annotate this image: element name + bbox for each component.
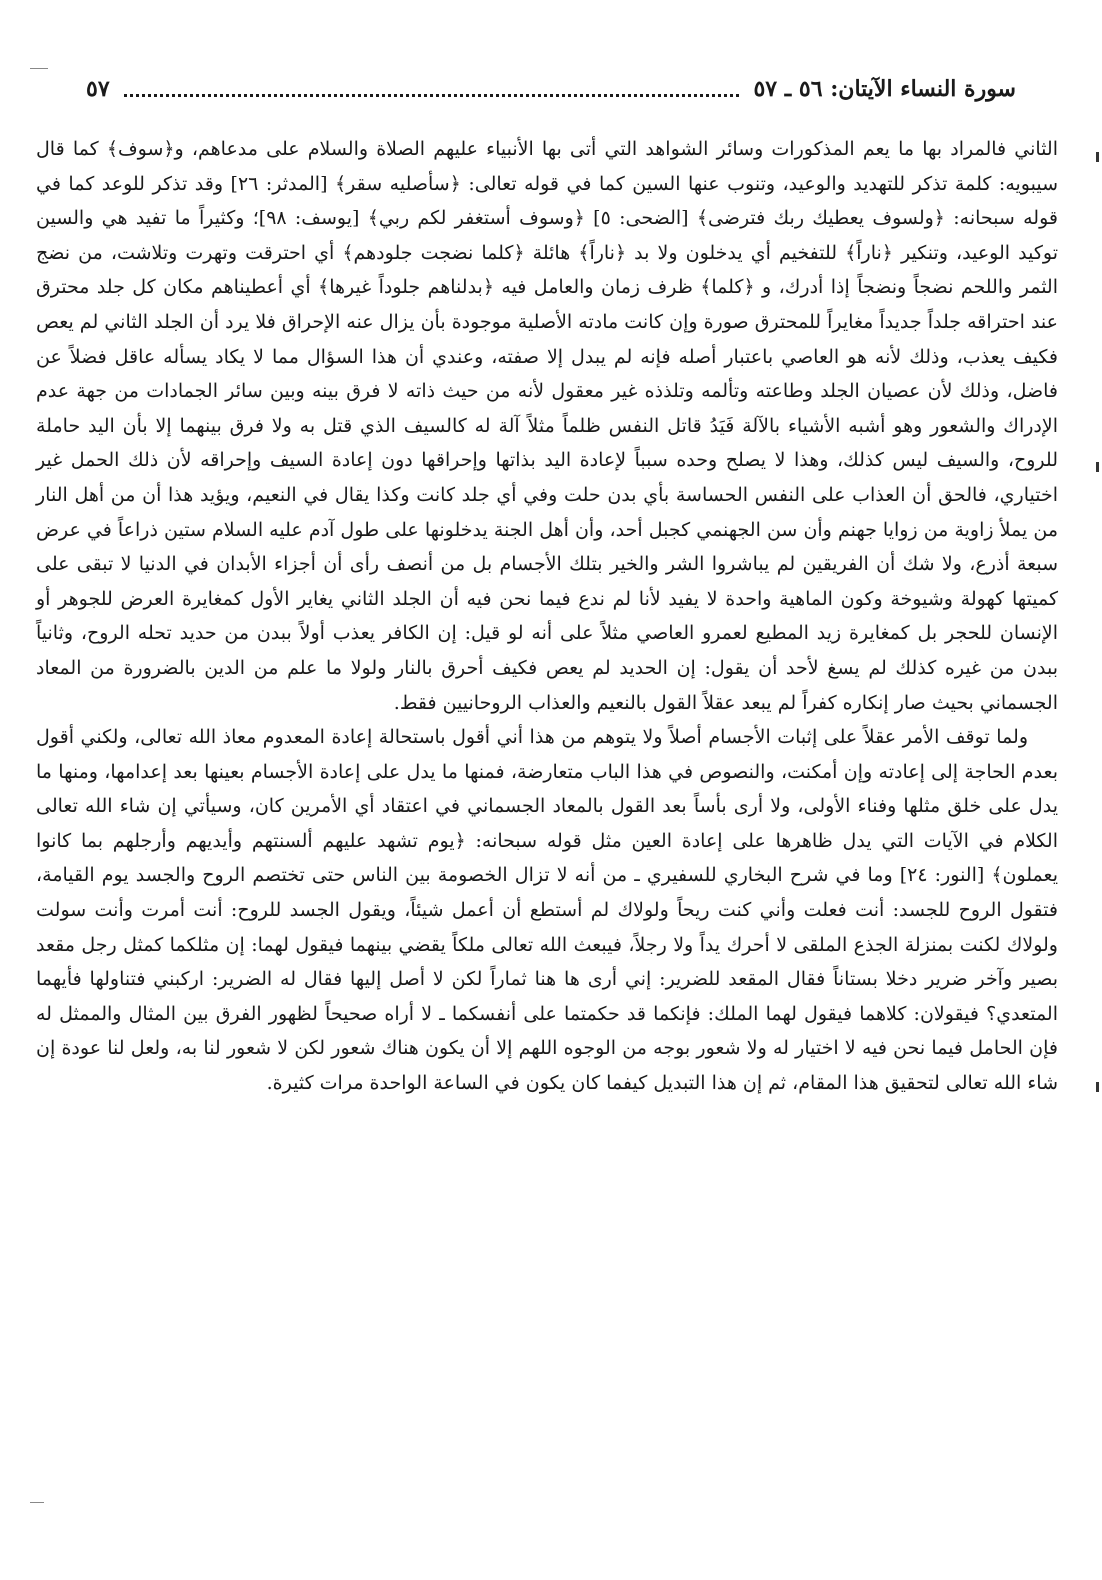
margin-mark-top [1096, 152, 1099, 162]
header-dot-leader [124, 94, 740, 97]
paragraph-2: ولما توقف الأمر عقلاً على إثبات الأجسام أصلاً ولا يتوهم من هذا أني أقول باستحالة إعادة المعدوم معاذ الله تعالى، ولكني أقول بعدم الحاجة إلى إعادته وإن أمكنت، والنصوص في هذا الباب متعارضة، فمنها ما يدل على إعادة الأجسام بعينها بعد إعدامها، ومنها ما يدل على خلق مثلها وفناء الأولى، ولا أرى بأساً بعد القول بالمعاد الجسماني في اعتقاد أي الأمرين كان، وسيأتي إن شاء الله تعالى الكلام في الآيات التي يدل ظاهرها على إعادة العين مثل قوله سبحانه: ﴿يوم تشهد عليهم ألسنتهم وأيديهم وأرجلهم بما كانوا يعملون﴾ [النور: ٢٤] وما في شرح البخاري للسفيري ـ من أنه لا تزال الخصومة بين الناس حتى تختصم الروح والجسد يوم القيامة، فتقول الروح للجسد: أنت فعلت وأني كنت ريحاً ولولاك لم أستطع أن أعمل شيئاً، ويقول الجسد للروح: أنت أمرت وأنت سولت ولولاك لكنت بمنزلة الجذع الملقى لا أحرك يداً ولا رجلاً، فيبعث الله تعالى ملكاً يقضي بينهما فيقول لهما: إن مثلكما كمثل رجل مقعد بصير وآخر ضرير دخلا بستاناً فقال المقعد للضرير: إني أرى ها هنا ثماراً لكن لا أصل إليها فقال له الضرير: اركبني فتناولها فأيهما المتعدي؟ فيقولان: كلاهما فيقول لهما الملك: فإنكما قد حكمتما على أنفسكما ـ لا أراه صحيحاً لظهور الفرق بين المثال والممثل له فإن الحامل فيما نحن فيه لا اختيار له ولا شعور بوجه من الوجوه اللهم إلا أن يكون هناك شعور لكن لا شعور لنا به، ولعل لنا عودة إن شاء الله تعالى لتحقيق هذا المقام، ثم إن هذا التبديل كيفما كان يكون في الساعة الواحدة مرات كثيرة. [36, 726, 1058, 1095]
scan-dash-bottom [30, 1502, 44, 1503]
header-title: سورة النساء الآيتان: ٥٦ ـ ٥٧ [753, 76, 1016, 102]
margin-mark-lower [1096, 1082, 1099, 1092]
paragraph-1: الثاني فالمراد بها ما يعم المذكورات وسائر الشواهد التي أتى بها الأنبياء عليهم الصلاة والسلام على مدعاهم، و﴿سوف﴾ كما قال سيبويه: كلمة تذكر للتهديد والوعيد، وتنوب عنها السين كما في قوله تعالى: ﴿سأصليه سقر﴾ [المدثر: ٢٦] وقد تذكر للوعد كما في قوله سبحانه: ﴿ولسوف يعطيك ربك فترضى﴾ [الضحى: ٥] ﴿وسوف أستغفر لكم ربي﴾ [يوسف: ٩٨]؛ وكثيراً ما تفيد هي والسين توكيد الوعيد، وتنكير ﴿ناراً﴾ للتفخيم أي يدخلون ولا بد ﴿ناراً﴾ هائلة ﴿كلما نضجت جلودهم﴾ أي احترقت وتهرت وتلاشت، من نضج الثمر واللحم نضجاً ونضجاً إذا أدرك، و ﴿كلما﴾ ظرف زمان والعامل فيه ﴿بدلناهم جلوداً غيرها﴾ أي أعطيناهم مكان كل جلد محترق عند احتراقه جلداً جديداً مغايراً للمحترق صورة وإن كانت مادته الأصلية موجودة بأن يزال عنه الإحراق فلا يرد أن الجلد الثاني لم يعص فكيف يعذب، وذلك لأنه هو العاصي باعتبار أصله فإنه لم يبدل إلا صفته، وعندي أن هذا السؤال مما لا يكاد يسأله عاقل فضلاً عن فاضل، وذلك لأن عصيان الجلد وطاعته وتألمه وتلذذه غير معقول لأنه من حيث ذاته لا فرق بينه وبين سائر الجمادات من جهة عدم الإدراك والشعور وهو أشبه الأشياء بالآلة فَيَدُ قاتل النفس ظلماً مثلاً آلة له كالسيف الذي قتل به ولا فرق بينهما إلا بأن اليد حاملة للروح، والسيف ليس كذلك، وهذا لا يصلح وحده سبباً لإعادة اليد بذاتها وإحراقها دون إعادة السيف وإحراقه لأن ذلك الحمل غير اختياري، فالحق أن العذاب على النفس الحساسة بأي بدن حلت وفي أي جلد كانت وكذا يقال في النعيم، ويؤيد هذا أن من أهل النار من يملأ زاوية من زوايا جهنم وأن سن الجهنمي كجبل أحد، وأن أهل الجنة يدخلونها على طول آدم عليه السلام ستين ذراعاً في عرض سبعة أذرع، ولا شك أن الفريقين لم يباشروا الشر والخير بتلك الأجسام بل من أنصف رأى أن أجزاء الأبدان في الدنيا لا تبقى على كميتها كهولة وشيوخة وكون الماهية واحدة لا يفيد لأنا لم ندع فيما نحن فيه أن الجلد الثاني يغاير الأول كمغايرة العرض للجوهر أو الإنسان للحجر بل كمغايرة زيد المطيع لعمرو العاصي مثلاً على أنه لو قيل: إن الكافر يعذب أولاً ببدن من حديد تحله الروح، وثانياً ببدن من غيره كذلك لم يسغ لأحد أن يقول: إن الحديد لم يعص فكيف أحرق بالنار ولولا ما علم من الدين بالضرورة من المعاد الجسماني بحيث صار إنكاره كفراً لم يبعد عقلاً القول بالنعيم والعذاب الروحانيين فقط. [36, 138, 1058, 714]
scan-dash-top [30, 68, 48, 69]
page-number: ٥٧ [86, 76, 110, 102]
running-header [86, 72, 1016, 106]
body-text [36, 132, 1058, 1101]
margin-mark-middle [1096, 462, 1099, 472]
